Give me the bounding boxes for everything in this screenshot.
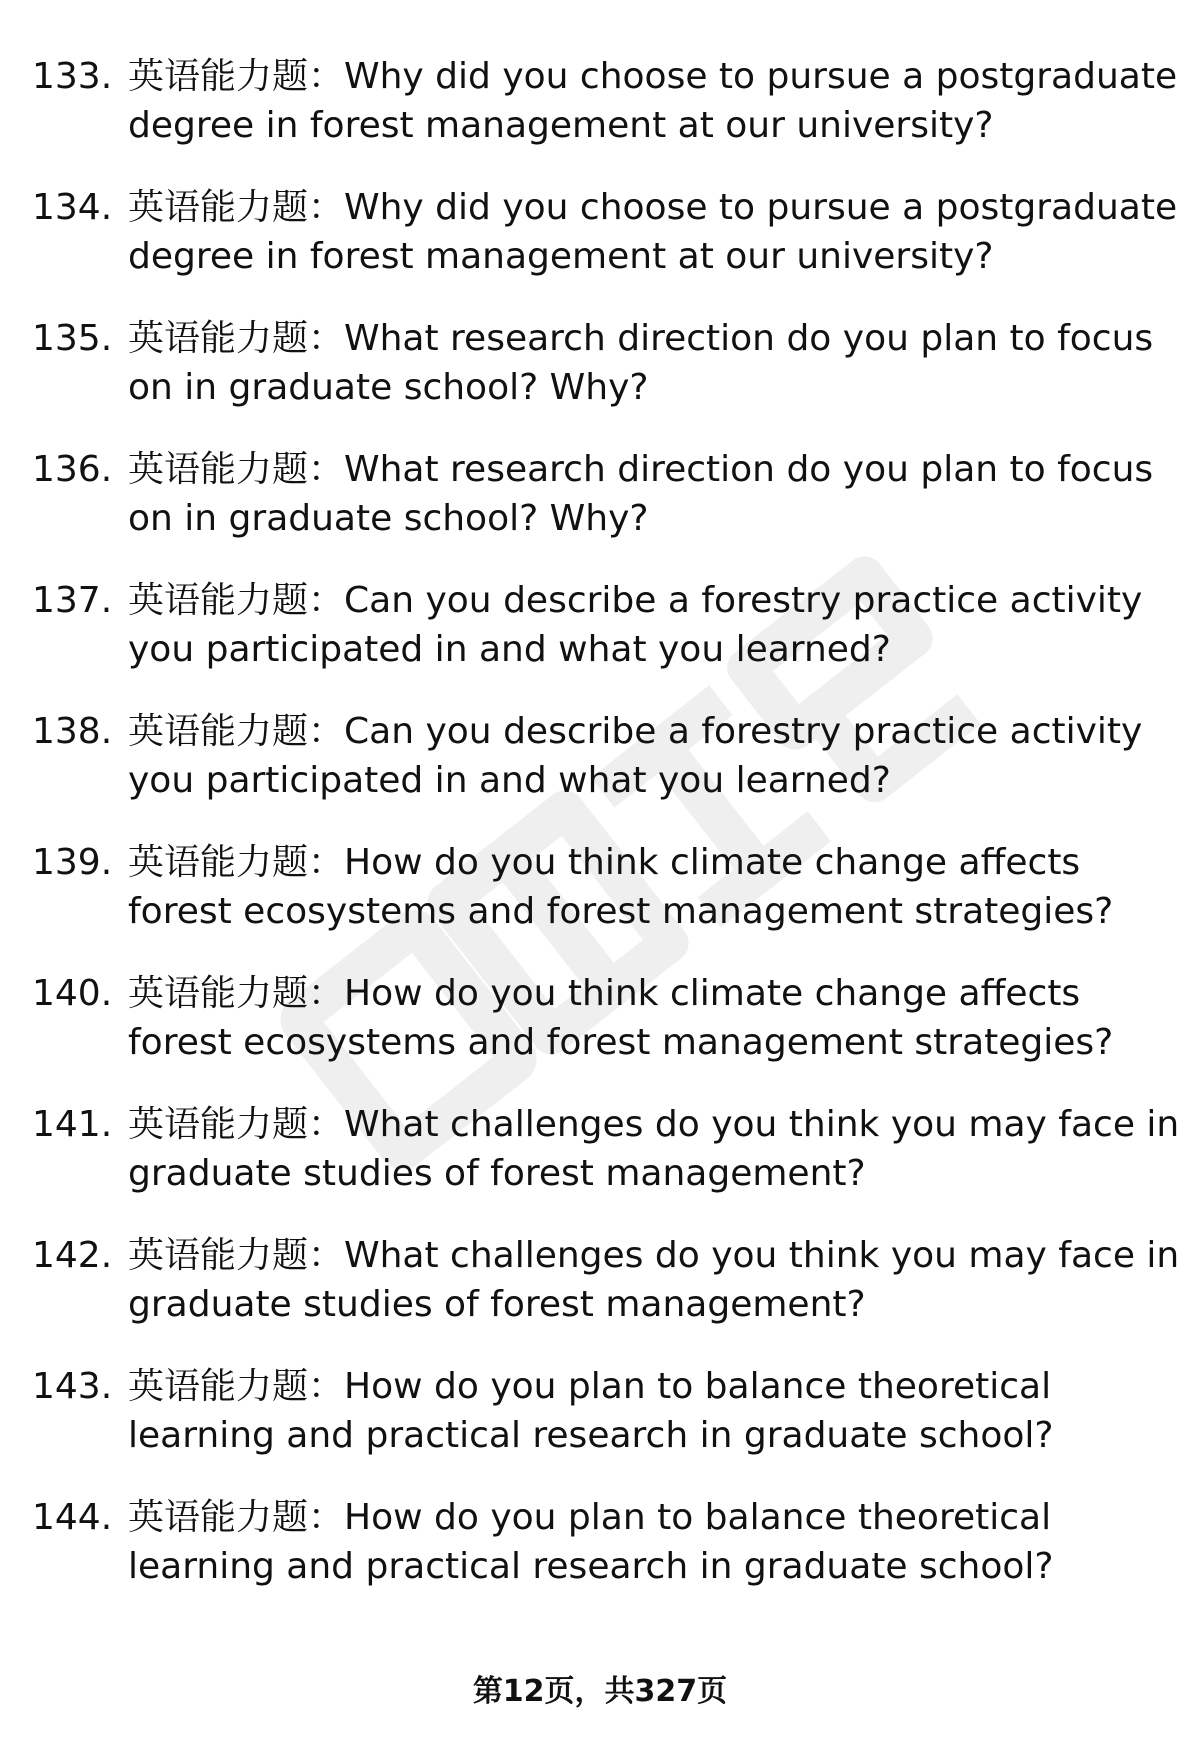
question-text — [128, 576, 1178, 674]
question-line-2: forest ecosystems and forest management strategies? — [128, 891, 1114, 932]
question-number: 139. — [32, 842, 113, 883]
question-line-1 — [128, 1231, 1178, 1280]
question-line-1-text: Why did you choose to pursue a postgraduate — [344, 187, 1178, 228]
question-line-1-text: Why did you choose to pursue a postgraduate — [344, 56, 1178, 97]
question-line-2: on in graduate school? Why? — [128, 498, 649, 539]
question-item — [0, 838, 1200, 969]
question-text — [128, 969, 1178, 1067]
question-text — [128, 52, 1178, 150]
question-line-1 — [128, 1362, 1178, 1411]
question-list — [0, 52, 1200, 1624]
question-line-1-text: What challenges do you think you may face in — [344, 1104, 1180, 1145]
question-line-1-text: What research direction do you plan to focus — [344, 449, 1154, 490]
question-prefix: 英语能力题： — [128, 1366, 345, 1407]
question-line-2: graduate studies of forest management? — [128, 1153, 866, 1194]
question-text — [128, 1100, 1178, 1198]
question-number: 143. — [32, 1366, 113, 1407]
question-item — [0, 707, 1200, 838]
question-line-1 — [128, 707, 1178, 756]
question-item — [0, 1231, 1200, 1362]
question-line-1 — [128, 969, 1178, 1018]
question-item — [0, 52, 1200, 183]
question-line-2: graduate studies of forest management? — [128, 1284, 866, 1325]
question-line-2: on in graduate school? Why? — [128, 367, 649, 408]
question-line-1-text: How do you think climate change affects — [344, 842, 1081, 883]
question-number: 137. — [32, 580, 113, 621]
question-text — [128, 707, 1178, 805]
question-prefix: 英语能力题： — [128, 1235, 345, 1276]
question-line-1-text: Can you describe a forestry practice activity — [344, 580, 1143, 621]
question-prefix: 英语能力题： — [128, 842, 345, 883]
question-item — [0, 576, 1200, 707]
question-line-1 — [128, 445, 1178, 494]
question-text — [128, 1362, 1178, 1460]
question-line-1-text: What research direction do you plan to focus — [344, 318, 1154, 359]
question-number: 136. — [32, 449, 113, 490]
question-line-2: learning and practical research in graduate school? — [128, 1415, 1054, 1456]
question-item — [0, 1362, 1200, 1493]
question-text — [128, 314, 1178, 412]
question-prefix: 英语能力题： — [128, 187, 345, 228]
question-prefix: 英语能力题： — [128, 973, 345, 1014]
question-line-2: forest ecosystems and forest management strategies? — [128, 1022, 1114, 1063]
question-number: 142. — [32, 1235, 113, 1276]
question-prefix: 英语能力题： — [128, 56, 345, 97]
question-item — [0, 183, 1200, 314]
question-item — [0, 969, 1200, 1100]
question-line-2: degree in forest management at our university? — [128, 236, 994, 277]
question-prefix: 英语能力题： — [128, 1497, 345, 1538]
question-number: 144. — [32, 1497, 113, 1538]
question-prefix: 英语能力题： — [128, 1104, 345, 1145]
question-item — [0, 445, 1200, 576]
question-number: 135. — [32, 318, 113, 359]
question-text — [128, 183, 1178, 281]
question-number: 138. — [32, 711, 113, 752]
question-prefix: 英语能力题： — [128, 318, 345, 359]
question-number: 134. — [32, 187, 113, 228]
question-line-1-text: How do you plan to balance theoretical — [344, 1366, 1052, 1407]
question-text — [128, 445, 1178, 543]
question-line-1-text: What challenges do you think you may face in — [344, 1235, 1180, 1276]
question-line-2: you participated in and what you learned? — [128, 760, 891, 801]
question-line-2: you participated in and what you learned? — [128, 629, 891, 670]
question-prefix: 英语能力题： — [128, 711, 345, 752]
question-line-2: degree in forest management at our university? — [128, 105, 994, 146]
question-line-1-text: How do you think climate change affects — [344, 973, 1081, 1014]
question-number: 133. — [32, 56, 113, 97]
question-line-1 — [128, 52, 1178, 101]
question-text — [128, 1493, 1178, 1591]
page-number-footer: 第12页，共327页 — [472, 1674, 728, 1709]
question-line-1 — [128, 314, 1178, 363]
question-line-1 — [128, 1100, 1178, 1149]
question-line-1 — [128, 183, 1178, 232]
question-number: 140. — [32, 973, 113, 1014]
question-prefix: 英语能力题： — [128, 580, 345, 621]
question-item — [0, 1100, 1200, 1231]
question-text — [128, 838, 1178, 936]
question-line-1-text: Can you describe a forestry practice activity — [344, 711, 1143, 752]
question-line-2: learning and practical research in graduate school? — [128, 1546, 1054, 1587]
question-item — [0, 314, 1200, 445]
question-line-1-text: How do you plan to balance theoretical — [344, 1497, 1052, 1538]
question-line-1 — [128, 1493, 1178, 1542]
question-line-1 — [128, 576, 1178, 625]
question-prefix: 英语能力题： — [128, 449, 345, 490]
question-number: 141. — [32, 1104, 113, 1145]
question-line-1 — [128, 838, 1178, 887]
question-text — [128, 1231, 1178, 1329]
question-item — [0, 1493, 1200, 1624]
